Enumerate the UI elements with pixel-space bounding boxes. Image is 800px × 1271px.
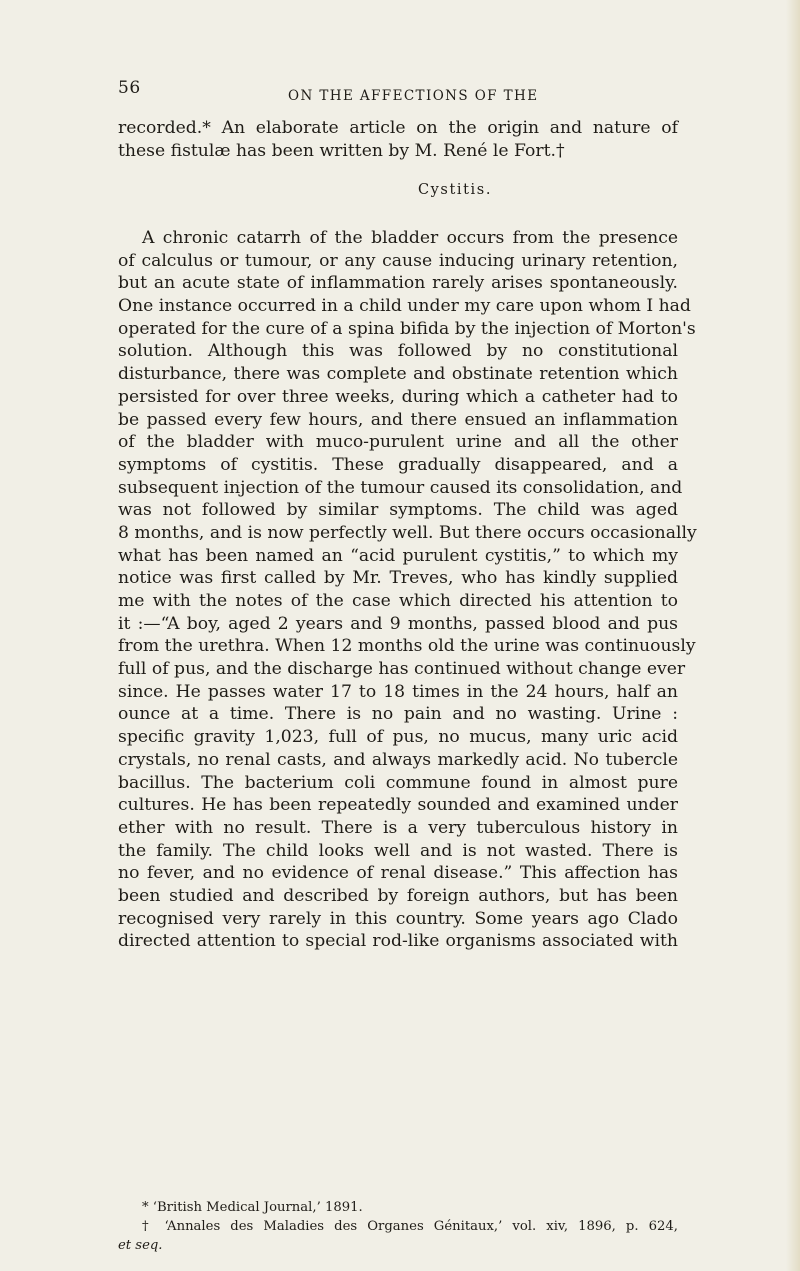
text-line: be passed every few hours, and there ensued an inflammation — [118, 409, 678, 430]
text-line: persisted for over three weeks, during which a catheter had to — [118, 386, 678, 407]
text-line: the family. The child looks well and is not wasted. There is — [118, 840, 678, 861]
text-line: no fever, and no evidence of renal disease.” This affection has — [118, 863, 678, 884]
text-line: recognised very rarely in this country. Some years ago Clado — [118, 908, 678, 929]
text-line: been studied and described by foreign authors, but has been — [118, 885, 678, 906]
text-line: ounce at a time. There is no pain and no wasting. Urine : — [118, 704, 678, 725]
text-line: 8 months, and is now perfectly well. But there occurs occasionally — [118, 522, 697, 543]
text-line: full of pus, and the discharge has continued without change ever — [118, 659, 686, 680]
footnote-1: * ‘British Medical Journal,’ 1891. — [142, 1200, 363, 1215]
cystitis-paragraph — [118, 227, 697, 953]
footnote-2: † ‘Annales des Maladies des Organes Génitaux,’ vol. xiv, 1896, p. 624, — [142, 1219, 678, 1234]
footnotes — [118, 1198, 678, 1255]
text-line: subsequent injection of the tumour caused its consolidation, and — [118, 477, 683, 498]
text-line: of calculus or tumour, or any cause inducing urinary retention, — [118, 250, 678, 271]
footnote-2-continuation: et seq. — [118, 1238, 163, 1253]
text-line: notice was first called by Mr. Treves, who has kindly supplied — [118, 568, 678, 589]
text-line: operated for the cure of a spina bifida by the injection of Morton's — [118, 318, 696, 339]
text-line: what has been named an “acid purulent cystitis,” to which my — [118, 545, 678, 566]
text-line: directed attention to special rod-like organisms associated with — [118, 931, 678, 952]
text-line: it :—“A boy, aged 2 years and 9 months, passed blood and pus — [118, 613, 678, 634]
running-head: ON THE AFFECTIONS OF THE — [288, 88, 539, 104]
text-line: from the urethra. When 12 months old the urine was continuously — [118, 636, 696, 657]
text-line: but an acute state of inflammation rarely arises spontaneously. — [118, 273, 678, 294]
text-line: solution. Although this was followed by no constitutional — [118, 341, 678, 362]
text-line: was not followed by similar symptoms. The child was aged — [118, 500, 678, 521]
text-line: these fistulæ has been written by M. René le Fort.† — [118, 140, 565, 161]
text-line: ether with no result. There is a very tuberculous history in — [118, 817, 678, 838]
text-line: specific gravity 1,023, full of pus, no mucus, many uric acid — [118, 727, 678, 748]
text-line: bacillus. The bacterium coli commune found in almost pure — [118, 772, 678, 793]
text-line: disturbance, there was complete and obstinate retention which — [118, 364, 678, 385]
text-line: me with the notes of the case which directed his attention to — [118, 591, 678, 611]
text-line: A chronic catarrh of the bladder occurs from the presence — [142, 228, 678, 248]
text-line: cultures. He has been repeatedly sounded and examined under — [118, 795, 678, 816]
text-line: symptoms of cystitis. These gradually disappeared, and a — [118, 454, 678, 475]
intro-paragraph — [118, 117, 678, 162]
page-number: 56 — [118, 78, 141, 98]
text-line: of the bladder with muco-purulent urine and all the other — [118, 432, 678, 453]
text-line: crystals, no renal casts, and always markedly acid. No tubercle — [118, 749, 678, 770]
text-line: One instance occurred in a child under my care upon whom I had — [118, 296, 691, 317]
text-line: recorded.* An elaborate article on the origin and nature of — [118, 118, 678, 138]
section-heading: Cystitis. — [417, 182, 493, 198]
text-line: since. He passes water 17 to 18 times in the 24 hours, half an — [118, 681, 678, 702]
